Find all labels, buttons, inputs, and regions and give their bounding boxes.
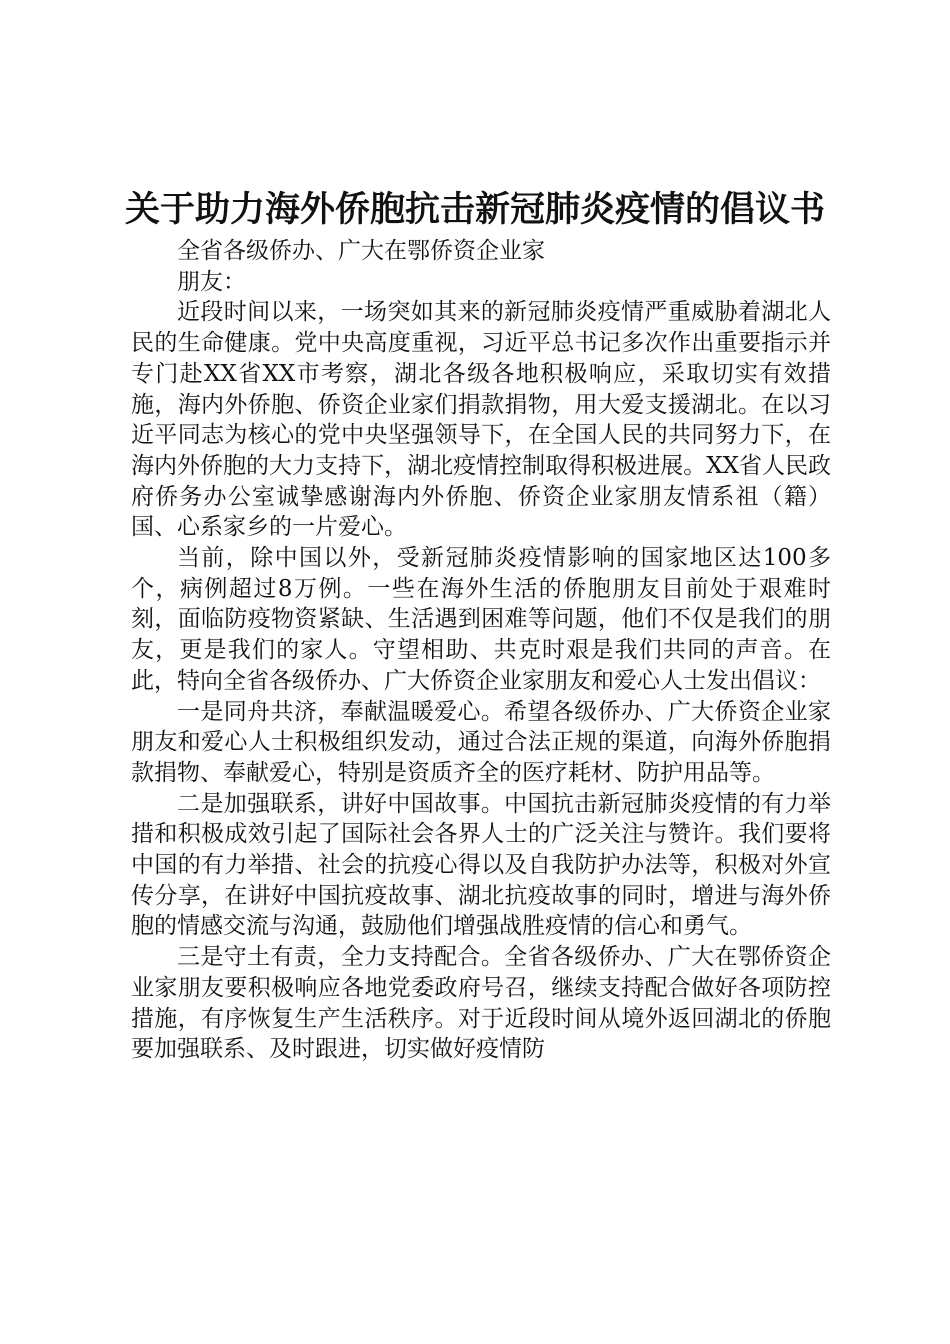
paragraph-proposal-2: 二是加强联系，讲好中国故事。中国抗击新冠肺炎疫情的有力举措和积极成效引起了国际社会各界人士的广泛关注与赞许。我们要将中国的有力举措、社会的抗疫心得以及自我防护办法等，积极对外宣传分享，在讲好中国抗疫故事、湖北抗疫故事的同时，增进与海外侨胞的情感交流与沟通，鼓励他们增强战胜疫情的信心和勇气。	[131, 790, 831, 940]
paragraph-current-situation: 当前，除中国以外，受新冠肺炎疫情影响的国家地区达100多个，病例超过8万例。一些在海外生活的侨胞朋友目前处于艰难时刻，面临防疫物资紧缺、生活遇到困难等问题，他们不仅是我们的朋友，更是我们的家人。守望相助、共克时艰是我们共同的声音。在此，特向全省各级侨办、广大侨资企业家朋友和爱心人士发出倡议：	[131, 545, 831, 694]
salutation-line-1: 全省各级侨办、广大在鄂侨资企业家	[177, 238, 545, 264]
paragraph-proposal-3: 三是守土有责，全力支持配合。全省各级侨办、广大在鄂侨资企业家朋友要积极响应各地党委政府号召，继续支持配合做好各项防控措施，有序恢复生产生活秩序。对于近段时间从境外返回湖北的侨胞要加强联系、及时跟进，切实做好疫情防	[131, 944, 831, 1063]
paragraph-intro: 近段时间以来，一场突如其来的新冠肺炎疫情严重威胁着湖北人民的生命健康。党中央高度重视，习近平总书记多次作出重要指示并专门赴XX省XX市考察，湖北各级各地积极响应，采取切实有效措施，海内外侨胞、侨资企业家们捐款捐物，用大爱支援湖北。在以习近平同志为核心的党中央坚强领导下，在全国人民的共同努力下，在海内外侨胞的大力支持下，湖北疫情控制取得积极进展。XX省人民政府侨务办公室诚挚感谢海内外侨胞、侨资企业家朋友情系祖（籍）国、心系家乡的一片爱心。	[131, 299, 831, 541]
document-title: 关于助力海外侨胞抗击新冠肺炎疫情的倡议书	[124, 190, 825, 230]
document-body	[131, 236, 831, 1065]
paragraph-proposal-1: 一是同舟共济，奉献温暖爱心。希望各级侨办、广大侨资企业家朋友和爱心人士积极组织发动，通过合法正规的渠道，向海外侨胞捐款捐物、奉献爱心，特别是资质齐全的医疗耗材、防护用品等。	[131, 698, 831, 786]
salutation-line-2: 朋友：	[177, 268, 246, 295]
